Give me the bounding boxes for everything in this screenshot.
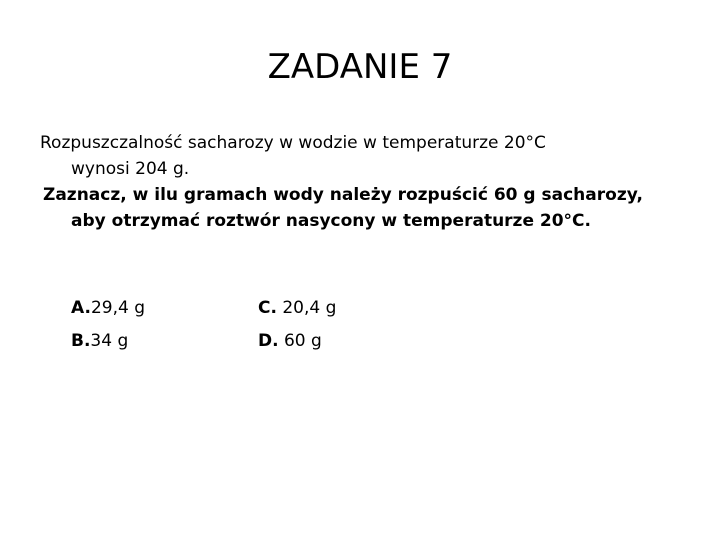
answer-a[interactable] [71,292,145,325]
answer-b-value: 34 g [90,331,129,351]
question-line-2: wynosi 204 g. [71,159,190,179]
question-line-1: Rozpuszczalność sacharozy w wodzie w temperaturze 20°C [40,133,546,153]
answer-d[interactable] [258,325,336,358]
instruction-line-2: aby otrzymać roztwór nasycony w temperaturze 20°C. [71,211,591,231]
answer-d-letter: D. [258,331,279,351]
question-text [40,130,700,234]
answer-b[interactable] [71,325,145,358]
answer-a-value: 29,4 g [90,298,145,318]
instruction-line-1: Zaznacz, w ilu gramach wody należy rozpuścić 60 g sacharozy, [43,185,643,205]
answer-d-value: 60 g [278,331,322,351]
answer-c[interactable] [258,292,336,325]
answer-c-value: 20,4 g [276,298,337,318]
answers-left-column [71,292,145,358]
answer-b-letter: B. [71,331,91,351]
answers-right-column [258,292,336,358]
task-title: ZADANIE 7 [267,47,453,87]
answer-a-letter: A. [71,298,91,318]
answer-c-letter: C. [258,298,277,318]
